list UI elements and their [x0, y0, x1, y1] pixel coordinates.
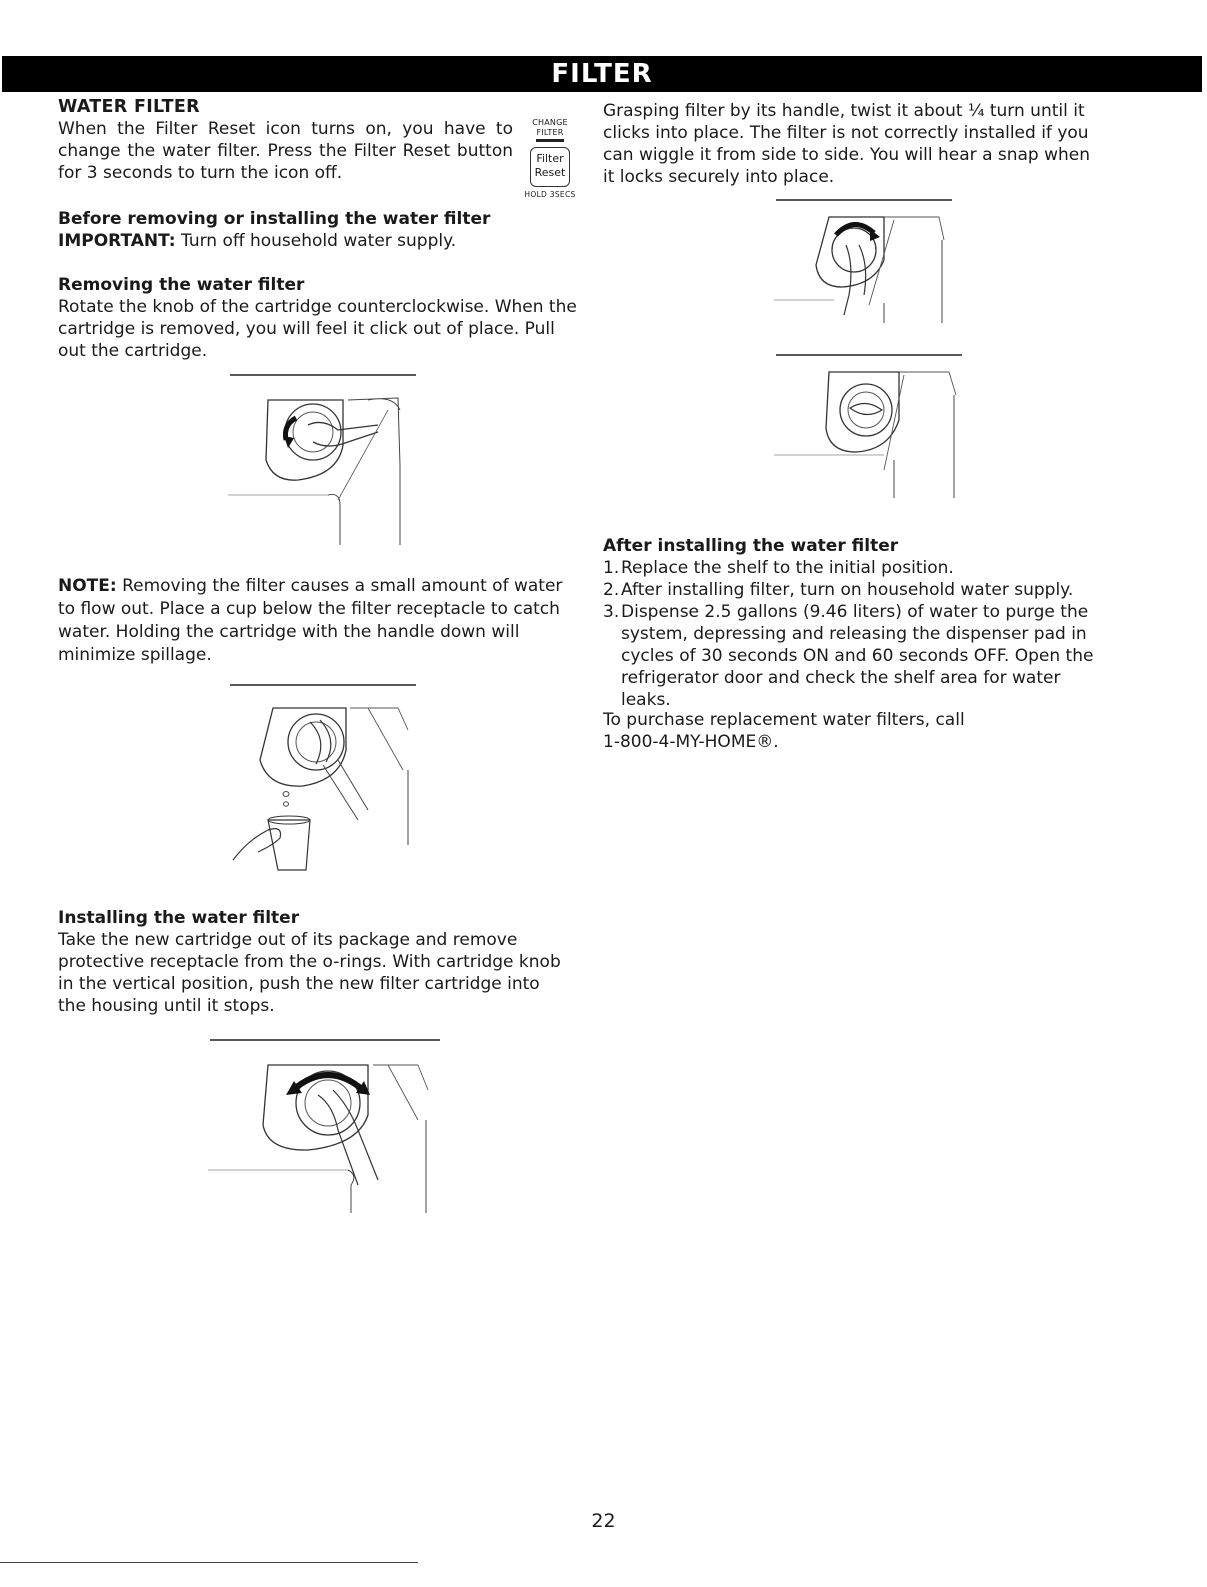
phone-number: 1-800-4-MY-HOME®.	[603, 732, 779, 752]
step-text: Dispense 2.5 gallons (9.46 liters) of water to purge the system, depressing and releasing the dispenser pad in cycles of 30 seconds ON and 60 seconds OFF. Open the refrigerator door and check the shelf area for water leaks.	[621, 602, 1094, 710]
note-label: NOTE:	[58, 576, 117, 596]
after-steps-list	[603, 557, 1103, 711]
note-text: Removing the filter causes a small amount of water to flow out. Place a cup below the filter receptacle to catch water. Holding the cartridge with the handle down will minimize spillage.	[58, 576, 563, 665]
section-title-banner: FILTER	[2, 56, 1202, 92]
twist-filter-drawing	[774, 195, 954, 325]
installed-filter-illustration	[774, 350, 964, 500]
after-heading: After installing the water filter	[603, 536, 899, 556]
change-filter-label: CHANGE FILTER	[532, 118, 568, 137]
note-section	[58, 575, 568, 667]
installing-heading: Installing the water filter	[58, 908, 300, 928]
filter-reset-button-line2: Reset	[534, 166, 566, 179]
grasping-section	[603, 100, 1103, 188]
twist-filter-illustration	[774, 195, 954, 325]
removing-filter-illustration	[228, 370, 418, 550]
step-item	[603, 601, 1103, 711]
filter-reset-button	[530, 147, 570, 187]
removing-section	[58, 274, 588, 362]
purchase-section	[603, 709, 1103, 753]
installing-text: Take the new cartridge out of its package and remove protective receptacle from the o-rings. With cartridge knob in the vertical position, push the new filter cartridge into the housing until it stops.	[58, 930, 561, 1016]
filter-reset-button-line1: Filter	[536, 152, 564, 165]
important-note	[58, 230, 588, 252]
installed-filter-drawing	[774, 350, 964, 500]
step-text: After installing filter, turn on household water supply.	[621, 580, 1074, 600]
spill-cup-drawing	[228, 680, 418, 880]
step-number: 1.	[603, 558, 620, 578]
water-filter-intro: When the Filter Reset icon turns on, you have to change the water filter. Press the Filter Reset button for 3 seconds to turn the icon off.	[58, 119, 513, 183]
step-item	[603, 557, 1103, 579]
installing-filter-illustration	[208, 1035, 443, 1215]
important-text: Turn off household water supply.	[175, 231, 457, 251]
before-section	[58, 208, 588, 252]
page-number: 22	[591, 1510, 616, 1532]
change-filter-indicator-icon	[536, 139, 564, 142]
step-text: Replace the shelf to the initial position.	[621, 558, 954, 578]
hold-label: HOLD 3SECS	[524, 190, 576, 199]
installing-section	[58, 907, 568, 1017]
water-filter-heading: WATER FILTER	[58, 97, 200, 117]
removing-filter-drawing	[228, 370, 418, 550]
footer-rule	[0, 1562, 418, 1563]
grasping-text: Grasping filter by its handle, twist it about ¼ turn until it clicks into place. The filter is not correctly installed if you can wiggle it from side to side. You will hear a snap when it locks securely into place.	[603, 101, 1091, 187]
purchase-text: To purchase replacement water filters, call	[603, 710, 965, 730]
step-number: 3.	[603, 602, 620, 622]
removing-text: Rotate the knob of the cartridge counterclockwise. When the cartridge is removed, you will feel it click out of place. Pull out the cartridge.	[58, 297, 577, 361]
note-paragraph	[58, 575, 568, 667]
after-section	[603, 535, 1103, 711]
spill-cup-illustration	[228, 680, 418, 880]
important-label: IMPORTANT:	[58, 231, 176, 251]
installing-filter-drawing	[208, 1035, 443, 1215]
filter-reset-widget	[520, 118, 580, 204]
step-item	[603, 579, 1103, 601]
before-heading: Before removing or installing the water filter	[58, 209, 491, 229]
water-filter-section	[58, 96, 513, 184]
step-number: 2.	[603, 580, 620, 600]
removing-heading: Removing the water filter	[58, 275, 305, 295]
